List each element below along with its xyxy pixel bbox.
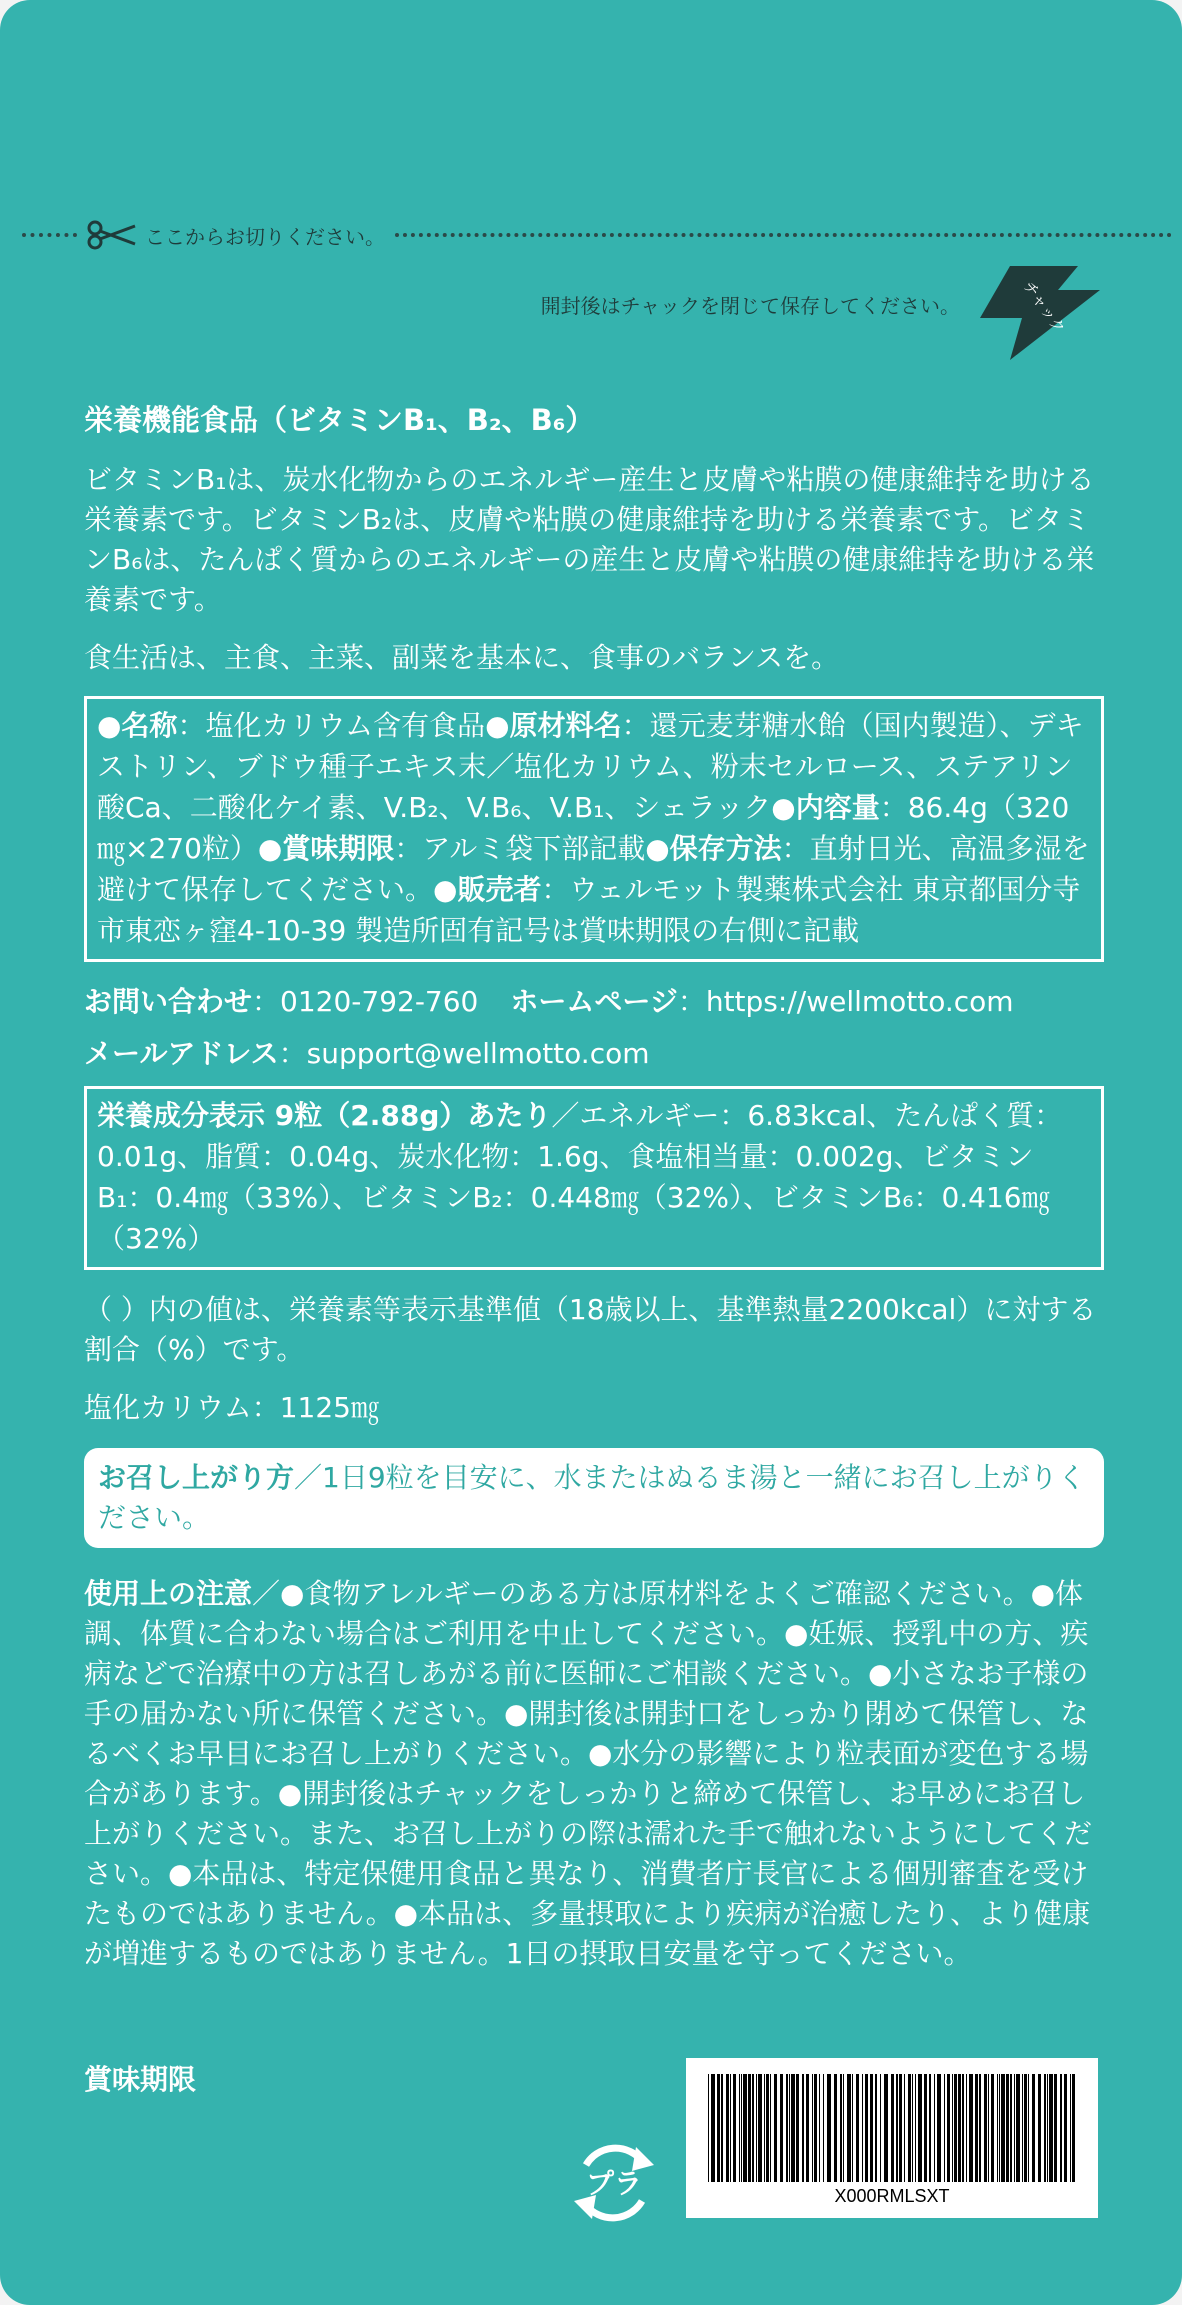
barcode-bar: [1047, 2074, 1048, 2182]
barcode-bar: [780, 2074, 783, 2182]
barcode-bar: [1022, 2074, 1023, 2182]
contact-row: [84, 982, 1104, 1022]
barcode-bar: [840, 2074, 842, 2182]
seller-label: ●販売者: [433, 873, 542, 906]
barcode-bar: [862, 2074, 863, 2182]
expiry-info-label: ●賞味期限: [257, 832, 395, 865]
barcode-bar: [752, 2074, 754, 2182]
recycle-label: プラ: [585, 2167, 643, 2200]
barcode-bar: [912, 2074, 913, 2182]
cut-line-dots: [395, 233, 1172, 237]
expiry-info-value: ：アルミ袋下部記載: [394, 832, 646, 865]
barcode-bar: [966, 2074, 967, 2182]
barcode-bar: [1070, 2074, 1071, 2182]
caution-label: 使用上の注意: [84, 1577, 253, 1610]
caution-value: ／●食物アレルギーのある方は原材料をよくご確認ください。●体調、体質に合わない場合はご利用を中止してください。●妊娠、授乳中の方、疾病などで治療中の方は召しあがる前に医師にご相談ください。●小さなお子様の手の届かない所に保管ください。●開封後は開封口をしっかり閉めて保管し、なるべくお早目にお召し上がりください。●水分の影響により粒表面が変色する場合があります。●開封後はチャックをしっかりと締めて保管し、お早めにお召し上がりください。また、お召し上がりの際は濡れた手で触れないようにしてください。●本品は、特定保健用食品と異なり、消費者庁長官による個別審査を受けたものではありません。●本品は、多量摂取により疾病が治癒したり、より健康が増進するものではありません。1日の摂取目安量を守ってください。: [84, 1577, 1093, 1970]
barcode-bar: [823, 2074, 824, 2182]
barcode-bar: [944, 2074, 945, 2182]
mail-contact: [84, 1034, 1104, 1074]
barcode-bar: [1038, 2074, 1041, 2182]
barcode-bar: [947, 2074, 950, 2182]
barcode-bar: [999, 2074, 1000, 2182]
barcode-bar: [1072, 2074, 1075, 2182]
barcode-bar: [979, 2074, 981, 2182]
barcode-bar: [786, 2074, 788, 2182]
mail-label: メールアドレス: [84, 1037, 279, 1070]
barcode-bar: [847, 2074, 851, 2182]
usage-label: お召し上がり方: [98, 1461, 295, 1494]
barcode-bar: [896, 2074, 898, 2182]
barcode-bar: [774, 2074, 777, 2182]
barcode-bar: [770, 2074, 771, 2182]
barcode-bar: [1006, 2074, 1009, 2182]
barcode-bar: [884, 2074, 888, 2182]
barcode-bar: [1064, 2074, 1067, 2182]
barcode: [686, 2058, 1098, 2218]
diet-note: 食生活は、主食、主菜、副菜を基本に、食事のバランスを。: [84, 641, 840, 674]
barcode-bar: [733, 2074, 736, 2182]
nutrition-label: 栄養成分表示 9粒（2.88g）あたり: [97, 1099, 552, 1132]
barcode-bar: [766, 2074, 769, 2182]
website-url: ：https://wellmotto.com: [677, 985, 1014, 1018]
barcode-bar: [708, 2074, 709, 2182]
barcode-bar: [915, 2074, 916, 2182]
barcode-bar: [856, 2074, 859, 2182]
product-title: 栄養機能食品（ビタミンB₁、B₂、B₆）: [84, 403, 595, 437]
barcode-bar: [827, 2074, 831, 2182]
barcode-bar: [743, 2074, 747, 2182]
mail-address: ：support@wellmotto.com: [278, 1037, 650, 1070]
barcode-bar: [875, 2074, 877, 2182]
product-info-text: [97, 705, 1091, 951]
product-description: ビタミンB₁は、炭水化物からのエネルギー産生と皮膚や粘膜の健康維持を助ける栄養素です。ビタミンB₂は、皮膚や粘膜の健康維持を助ける栄養素です。ビタミンB₆は、たんぱく質からのエネルギーの産生と皮膚や粘膜の健康維持を助ける栄養素です。: [84, 463, 1095, 616]
barcode-bar: [812, 2074, 813, 2182]
website-contact: [510, 982, 1013, 1022]
barcode-bar: [758, 2074, 762, 2182]
barcode-bar: [988, 2074, 989, 2182]
barcode-bar: [952, 2074, 953, 2182]
barcode-bar: [741, 2074, 742, 2182]
caution-text: [84, 1574, 1104, 1974]
barcode-bar: [739, 2074, 740, 2182]
expiry-print-area-label: 賞味期限: [84, 2063, 197, 2096]
barcode-bar: [1016, 2074, 1020, 2182]
barcode-bar: [1044, 2074, 1046, 2182]
barcode-bar: [991, 2074, 994, 2182]
phone-number: ：0120-792-760: [252, 985, 479, 1018]
barcode-bar: [834, 2074, 837, 2182]
name-label: ●名称: [97, 709, 178, 742]
barcode-bar: [899, 2074, 902, 2182]
nutrition-text: [97, 1095, 1091, 1259]
cut-line-dots: [22, 233, 77, 237]
barcode-bar: [1014, 2074, 1015, 2182]
barcode-bar: [1054, 2074, 1057, 2182]
storage-label: ●保存方法: [645, 832, 782, 865]
barcode-bar: [908, 2074, 911, 2182]
barcode-bar: [880, 2074, 881, 2182]
product-info-box: [84, 696, 1104, 962]
barcode-bar: [937, 2074, 941, 2182]
phone-label: お問い合わせ: [84, 985, 253, 1018]
usage-text: [98, 1458, 1090, 1538]
cut-line: [22, 220, 1172, 250]
barcode-bar: [802, 2074, 804, 2182]
ingredients-label: ●原材料名: [485, 709, 622, 742]
ingredients-value: ：還元麦芽糖水飴（国内製造）、デキストリン、ブドウ種子エキス末／塩化カリウム、粉末セルロース、ステアリン酸Ca、二酸化ケイ素、V.B₂、V.B₆、V.B₁、シェラック: [97, 709, 1084, 824]
content-label: ●内容量: [771, 791, 880, 824]
barcode-bar: [791, 2074, 795, 2182]
barcode-bar: [870, 2074, 873, 2182]
barcode-bar: [1001, 2074, 1005, 2182]
barcode-bar: [730, 2074, 731, 2182]
label-content: [84, 400, 1104, 1974]
usage-value: ／1日9粒を目安に、水またはぬるま湯と一緒にお召し上がりください。: [98, 1461, 1086, 1534]
barcode-bar: [904, 2074, 905, 2182]
barcode-bar: [721, 2074, 723, 2182]
phone-contact: [84, 982, 478, 1022]
website-label: ホームページ: [510, 985, 678, 1018]
barcode-bar: [717, 2074, 720, 2182]
cut-line-label: ここからお切りください。: [145, 224, 385, 249]
nutrition-values: ／エネルギー：6.83kcal、たんぱく質：0.01g、脂質：0.04g、炭水化物：1.6g、食塩相当量：0.002g、ビタミンB₁：0.4㎎（33%）、ビタミンB₂：0.448㎎（32%）、ビタミンB₆：0.416㎎（32%）: [97, 1099, 1063, 1255]
zipper-arrow-icon: [960, 262, 1100, 362]
barcode-bar: [958, 2074, 961, 2182]
barcode-bar: [1032, 2074, 1035, 2182]
barcode-bar: [934, 2074, 935, 2182]
barcode-bar: [924, 2074, 927, 2182]
barcode-bar: [891, 2074, 894, 2182]
barcode-bar: [814, 2074, 817, 2182]
barcode-bars: [708, 2074, 1076, 2182]
nutrition-note: （ ）内の値は、栄養素等表示基準値（18歳以上、基準熱量2200kcal）に対する割合（%）です。: [84, 1293, 1097, 1366]
potassium-amount: 塩化カリウム：1125㎎: [84, 1391, 379, 1424]
barcode-bar: [806, 2074, 809, 2182]
barcode-bar: [865, 2074, 868, 2182]
barcode-bar: [789, 2074, 790, 2182]
barcode-bar: [918, 2074, 922, 2182]
barcode-bar: [726, 2074, 729, 2182]
barcode-bar: [756, 2074, 757, 2182]
barcode-bar: [1010, 2074, 1012, 2182]
barcode-bar: [969, 2074, 973, 2182]
barcode-bar: [1028, 2074, 1029, 2182]
plastic-recycle-icon: [566, 2135, 662, 2231]
zipper-tag: チャック: [1019, 277, 1069, 337]
barcode-bar: [954, 2074, 957, 2182]
seller-value: ：ウェルモット製薬株式会社 東京都国分寺市東恋ヶ窪4-10-39 製造所固有記号は賞味期限の右側に記載: [97, 873, 1081, 947]
barcode-bar: [764, 2074, 765, 2182]
barcode-bar: [748, 2074, 751, 2182]
barcode-bar: [929, 2074, 931, 2182]
barcode-number: X000RMLSXT: [834, 2186, 950, 2206]
content-value: ：86.4g（320㎎×270粒）: [97, 791, 1070, 865]
barcode-bar: [796, 2074, 799, 2182]
barcode-bar: [711, 2074, 715, 2182]
barcode-bar: [984, 2074, 987, 2182]
barcode-bar: [1024, 2074, 1027, 2182]
barcode-bar: [975, 2074, 978, 2182]
barcode-bar: [962, 2074, 964, 2182]
scissors-icon: [83, 220, 139, 250]
usage-box: [84, 1448, 1104, 1548]
barcode-bar: [852, 2074, 853, 2182]
nutrition-box: [84, 1086, 1104, 1270]
storage-value: ：直射日光、高温多湿を避けて保存してください。: [97, 832, 1090, 906]
zipper-instruction: 開封後はチャックを閉じて保存してください。: [540, 294, 960, 318]
name-value: ：塩化カリウム含有食品: [177, 709, 486, 742]
barcode-bar: [997, 2074, 998, 2182]
barcode-bar: [1049, 2074, 1053, 2182]
barcode-bar: [819, 2074, 820, 2182]
barcode-bar: [1060, 2074, 1062, 2182]
barcode-bar: [843, 2074, 844, 2182]
